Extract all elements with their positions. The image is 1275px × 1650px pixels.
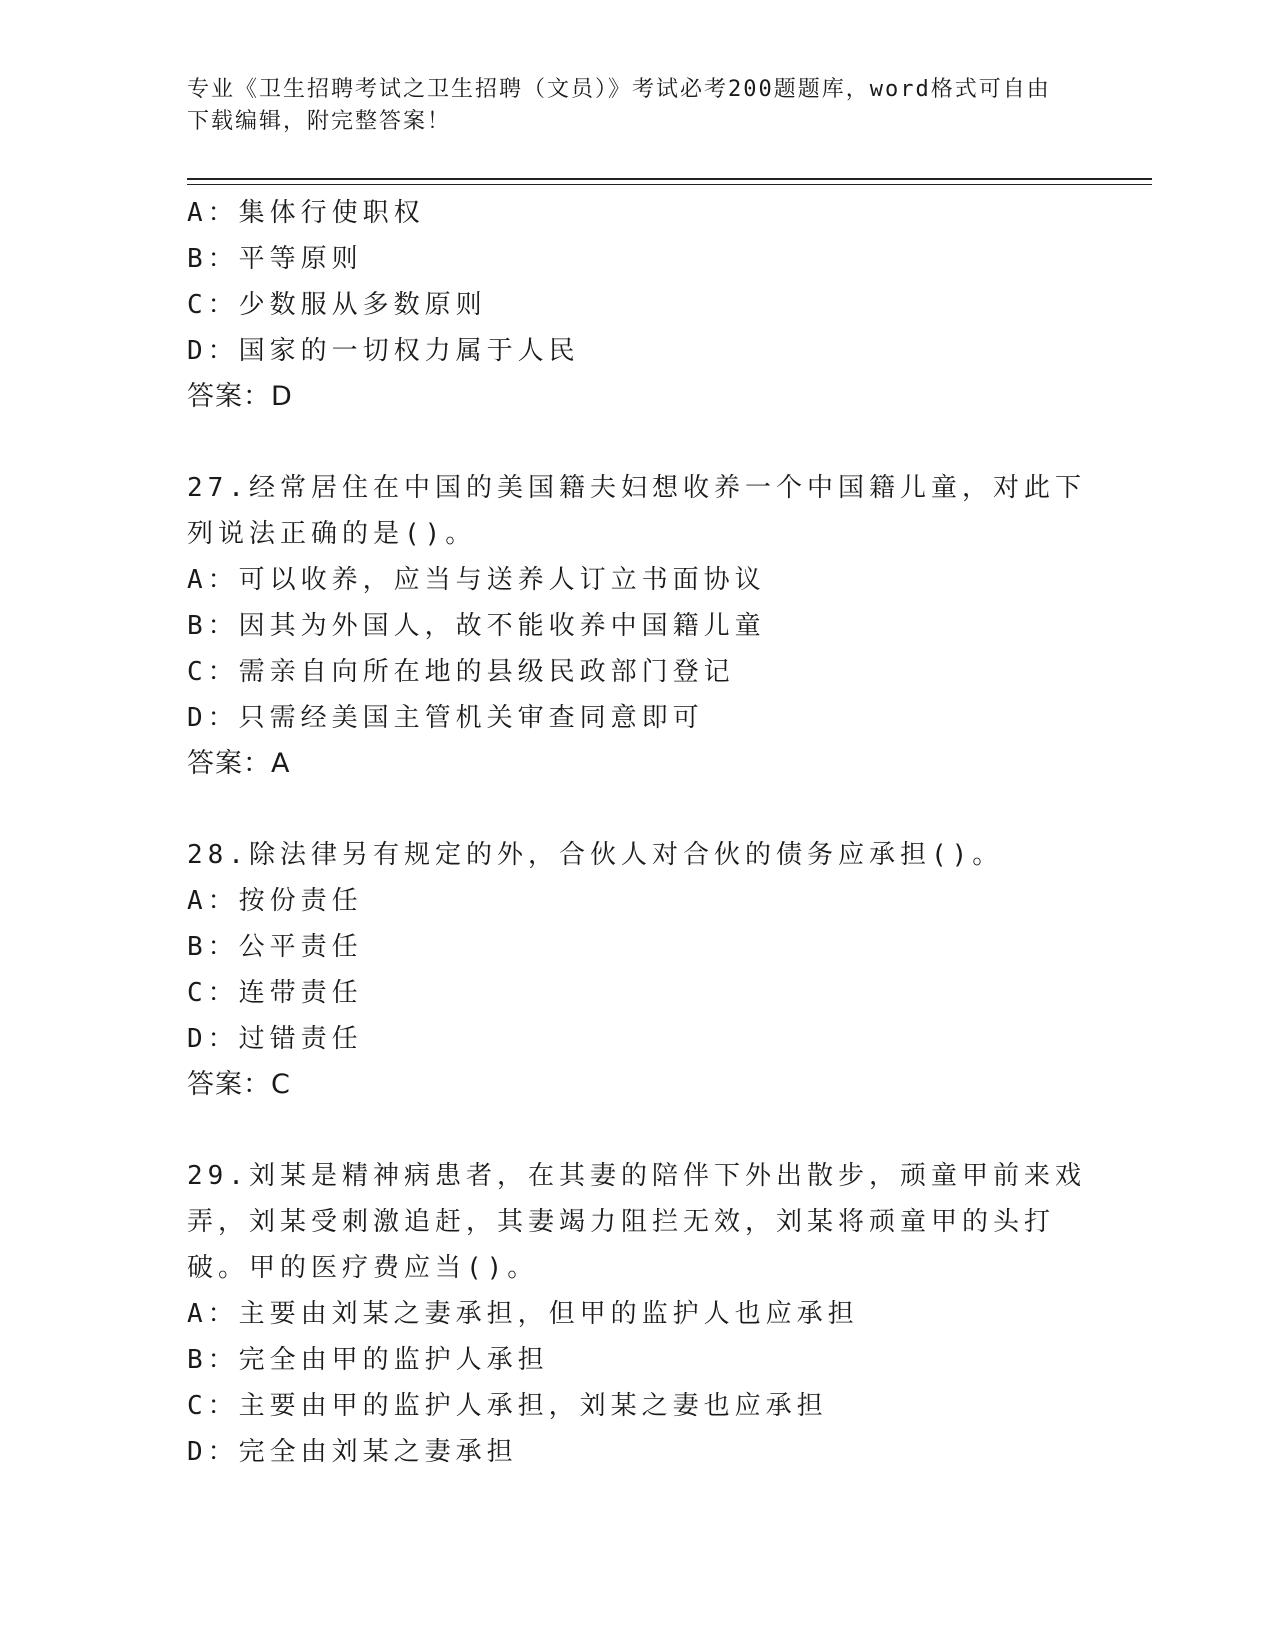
answer-prefix: 答案：: [187, 381, 271, 412]
option-c: C：主要由甲的监护人承担，刘某之妻也应承担: [187, 1391, 828, 1421]
option-b: B：完全由甲的监护人承担: [187, 1345, 549, 1375]
question-body: 经常居住在中国的美国籍夫妇想收养一个中国籍儿童，对此下列说法正确的是()。: [187, 473, 1086, 549]
question-number: 28.: [187, 840, 249, 870]
question-number: 27.: [187, 473, 249, 503]
document-header: 专业《卫生招聘考试之卫生招聘（文员）》考试必考200题题库，word格式可自由下载编辑，附完整答案！: [187, 77, 1051, 134]
option-b: B：因其为外国人，故不能收养中国籍儿童: [187, 611, 766, 641]
question-text: [187, 465, 1087, 557]
question-text: [187, 832, 1087, 878]
option-a: A：可以收养，应当与送养人订立书面协议: [187, 565, 766, 595]
option-d: D：国家的一切权力属于人民: [187, 336, 580, 366]
option-b: B：公平责任: [187, 932, 363, 962]
answer-prefix: 答案：: [187, 748, 271, 779]
question-28: [187, 832, 1087, 1108]
header-divider: [187, 178, 1152, 180]
question-text: [187, 1153, 1087, 1291]
header-divider-thin: [187, 184, 1152, 185]
option-c: C：需亲自向所在地的县级民政部门登记: [187, 657, 735, 687]
option-a: A：主要由刘某之妻承担，但甲的监护人也应承担: [187, 1299, 859, 1329]
option-b: B：平等原则: [187, 244, 363, 274]
option-d: D：过错责任: [187, 1024, 363, 1054]
answer-line: [187, 374, 1087, 420]
answer-value: C: [271, 1069, 291, 1100]
question-body: 除法律另有规定的外，合伙人对合伙的债务应承担()。: [248, 840, 1004, 870]
option-a: A：集体行使职权: [187, 198, 425, 228]
question-26-continued: [187, 190, 1087, 420]
answer-prefix: 答案：: [187, 1069, 271, 1100]
answer-value: D: [271, 381, 293, 412]
answer-line: [187, 741, 1087, 787]
option-c: C：连带责任: [187, 978, 363, 1008]
option-d: D：只需经美国主管机关审查同意即可: [187, 703, 704, 733]
option-c: C：少数服从多数原则: [187, 290, 487, 320]
answer-value: A: [271, 748, 291, 779]
answer-line: [187, 1062, 1087, 1108]
question-number: 29.: [187, 1161, 249, 1191]
question-body: 刘某是精神病患者，在其妻的陪伴下外出散步，顽童甲前来戏弄，刘某受刺激追赶，其妻竭力阻拦无效，刘某将顽童甲的头打破。甲的医疗费应当()。: [187, 1161, 1086, 1283]
question-27: [187, 465, 1087, 787]
question-29: [187, 1153, 1087, 1475]
option-d: D：完全由刘某之妻承担: [187, 1437, 518, 1467]
option-a: A：按份责任: [187, 886, 363, 916]
question-content: [187, 190, 1087, 1475]
